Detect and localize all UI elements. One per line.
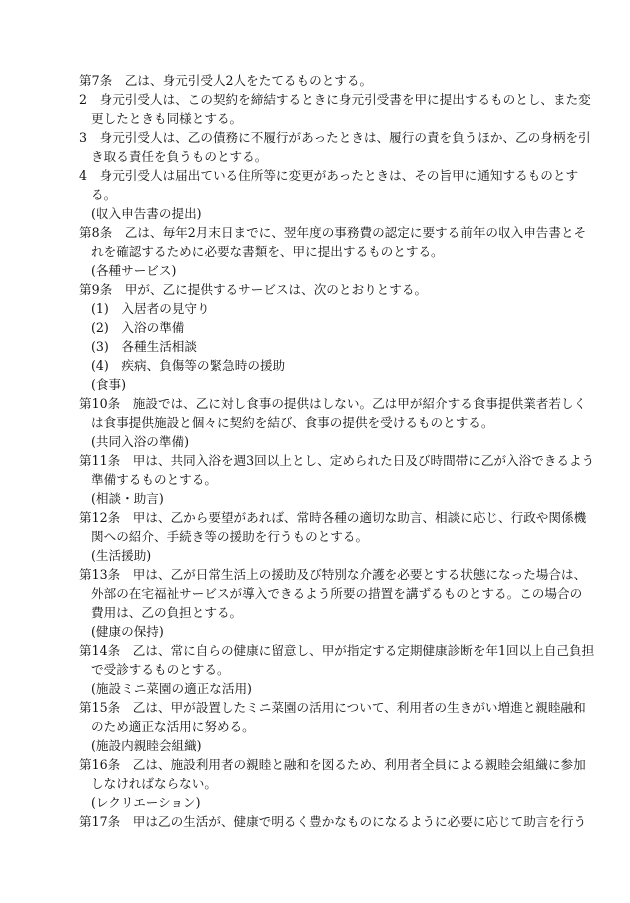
article-continuation-line: れを確認するために必要な書類を、甲に提出するものとする。 [91, 244, 444, 259]
article-continuation-line: 関への紹介、手続き等の援助を行うものとする。 [91, 529, 369, 544]
article-line: 第14条 乙は、常に自らの健康に留意し、甲が指定する定期健康診断を年1回以上自己負担 [79, 643, 595, 658]
section-heading: (健康の保持) [91, 624, 164, 639]
document-body [79, 71, 595, 831]
service-list-item: (1) 入居者の見守り [91, 301, 210, 316]
service-list-item: (3) 各種生活相談 [91, 339, 197, 354]
article-line: 第13条 甲は、乙が日常生活上の援助及び特別な介護を必要とする状態になった場合は、 [79, 567, 587, 582]
section-heading: (食事) [91, 377, 127, 392]
article-line: 4 身元引受人は届出ている住所等に変更があったときは、その旨甲に通知するものとす [79, 168, 579, 183]
section-heading: (収入申告書の提出) [91, 206, 202, 221]
article-line: 第17条 甲は乙の生活が、健康で明るく豊かなものになるように必要に応じて助言を行う [79, 814, 587, 829]
service-list-item: (2) 入浴の準備 [91, 320, 185, 335]
section-heading: (相談・助言) [91, 491, 164, 506]
article-continuation-line: 準備するものとする。 [91, 472, 217, 487]
article-continuation-line: のため適正な活用に努める。 [91, 719, 255, 734]
article-continuation-line: き取る責任を負うものとする。 [91, 149, 268, 164]
article-line: 2 身元引受人は、この契約を締結するときに身元引受書を甲に提出するものとし、また変 [79, 92, 591, 107]
article-continuation-line: 更したときも同様とする。 [91, 111, 243, 126]
article-line: 第12条 甲は、乙から要望があれば、常時各種の適切な助言、相談に応じ、行政や関係機 [79, 510, 587, 525]
article-continuation-line: 費用は、乙の負担とする。 [91, 605, 243, 620]
article-line: 3 身元引受人は、乙の債務に不履行があったときは、履行の責を負うほか、乙の身柄を引 [79, 130, 591, 145]
article-continuation-line: で受診するものとする。 [91, 662, 230, 677]
section-heading: (施設内親睦会組織) [91, 738, 202, 753]
article-line: 第9条 甲が、乙に提供するサービスは、次のとおりとする。 [79, 282, 428, 297]
article-line: 第8条 乙は、毎年2月末日までに、翌年度の事務費の認定に要する前年の収入申告書とそ [79, 225, 587, 240]
article-line: 第16条 乙は、施設利用者の親睦と融和を図るため、利用者全員による親睦会組織に参加 [79, 757, 586, 772]
article-line: 第15条 乙は、甲が設置したミニ菜園の活用について、利用者の生きがい増進と親睦融和 [79, 700, 586, 715]
article-line: 第10条 施設では、乙に対し食事の提供はしない。乙は甲が紹介する食事提供業者若しく [79, 396, 587, 411]
article-continuation-line: 外部の在宅福祉サービスが導入できるよう所要の措置を講ずるものとする。この場合の [91, 586, 583, 601]
article-continuation-line: る。 [91, 187, 117, 202]
article-line: 第7条 乙は、身元引受人2人をたてるものとする。 [79, 73, 373, 88]
section-heading: (生活援助) [91, 548, 152, 563]
section-heading: (各種サービス) [91, 263, 177, 278]
article-continuation-line: は食事提供施設と個々に契約を結び、食事の提供を受けるものとする。 [91, 415, 494, 430]
section-heading: (共同入浴の準備) [91, 434, 189, 449]
service-list-item: (4) 疾病、負傷等の緊急時の援助 [91, 358, 286, 373]
section-heading: (施設ミニ菜園の適正な活用) [91, 681, 252, 696]
section-heading: (レクリエーション) [91, 795, 201, 810]
article-continuation-line: しなければならない。 [91, 776, 217, 791]
article-line: 第11条 甲は、共同入浴を週3回以上とし、定められた日及び時間帯に乙が入浴できるよう [79, 453, 595, 468]
